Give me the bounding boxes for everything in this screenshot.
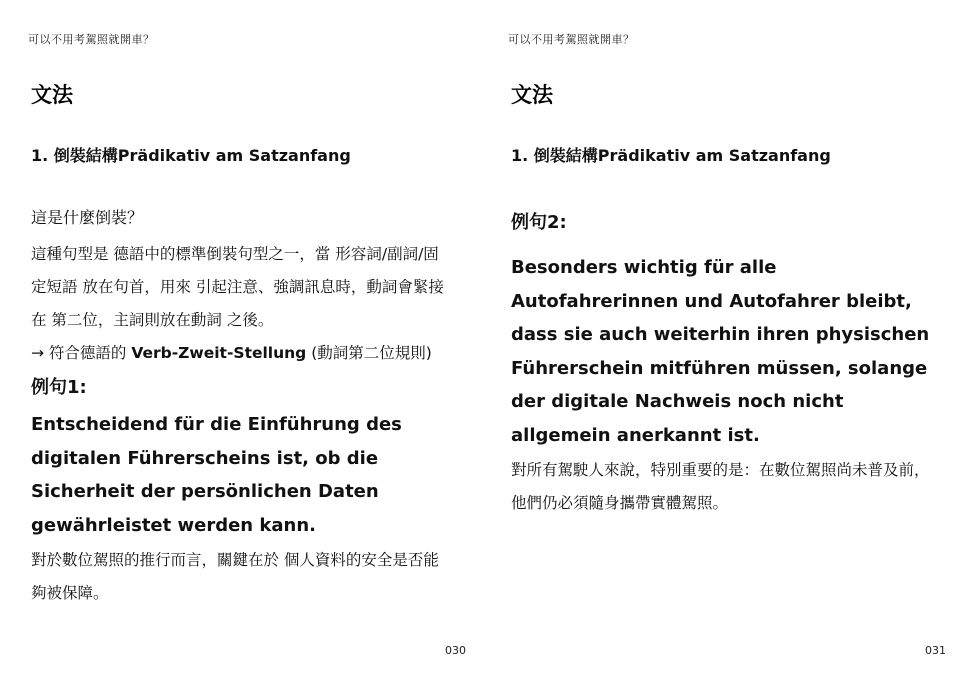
page-number: 030 xyxy=(445,644,466,657)
section-heading: 1. 倒裝結構Prädikativ am Satzanfang xyxy=(31,146,351,165)
arrow-prefix: → 符合德語的 xyxy=(31,344,132,362)
chapter-title: 文法 xyxy=(31,83,73,107)
example-translation: 對於數位駕照的推行而言，關鍵在於 個人資料的安全是否能夠被保障。 xyxy=(31,551,439,602)
right-content xyxy=(511,209,931,520)
chapter-title: 文法 xyxy=(511,83,553,107)
example-translation: 對所有駕駛人來說，特別重要的是：在數位駕照尚未普及前，他們仍必須隨身攜帶實體駕照。 xyxy=(511,461,930,512)
arrow-suffix: (動詞第二位規則) xyxy=(306,344,432,362)
verb-second-note xyxy=(31,337,451,370)
example-sentence: Besonders wichtig für alle Autofahrerinnen und Autofahrer bleibt, dass sie auch weiterhin ihren physischen Führerschein mitführen müssen, solange der digitale Nachweis noch nicht allgemein anerkannt ist. xyxy=(511,257,930,446)
left-content xyxy=(31,206,451,610)
explanation-paragraph: 這種句型是 德語中的標準倒裝句型之一，當 形容詞/副詞/固定短語 放在句首，用來 引起注意、強調訊息時，動詞會緊接在 第二位，主詞則放在動詞 之後。 xyxy=(31,245,444,329)
question: 這是什麼倒裝？ xyxy=(31,208,144,227)
right-page xyxy=(480,0,960,678)
grammar-term: Verb-Zweit-Stellung xyxy=(131,344,307,362)
running-head: 可以不用考駕照就開車？ xyxy=(508,33,635,46)
running-head: 可以不用考駕照就開車？ xyxy=(28,33,155,46)
section-heading: 1. 倒裝結構Prädikativ am Satzanfang xyxy=(511,146,831,165)
example-label: 例句1: xyxy=(31,377,87,398)
page-number: 031 xyxy=(925,644,946,657)
example-label: 例句2: xyxy=(511,212,567,233)
example-sentence: Entscheidend für die Einführung des digitalen Führerscheins ist, ob die Sicherheit der persönlichen Daten gewährleistet werden kann. xyxy=(31,414,402,536)
